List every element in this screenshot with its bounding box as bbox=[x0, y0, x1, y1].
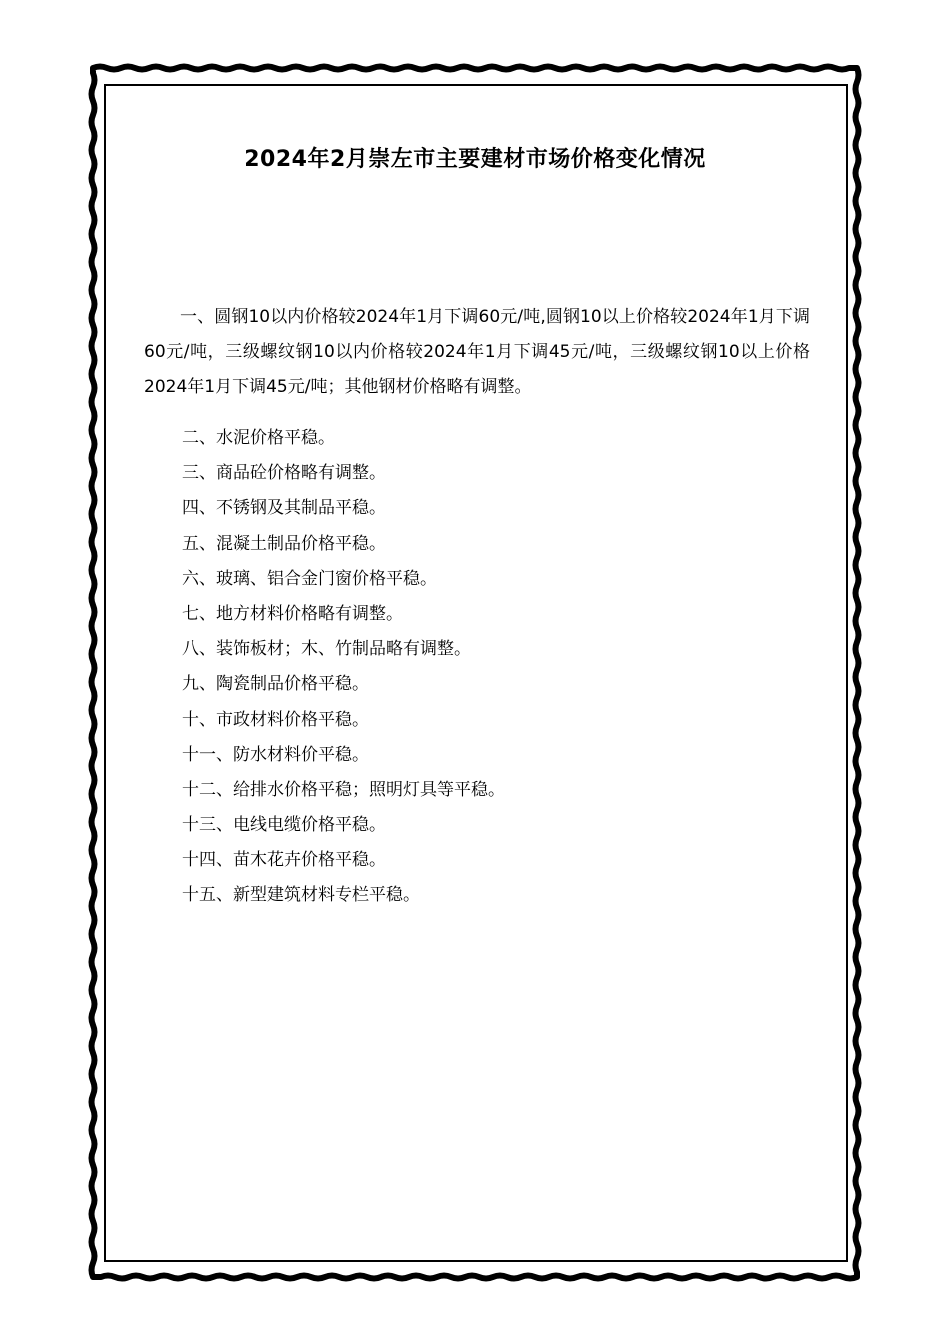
price-items-list bbox=[182, 421, 782, 914]
list-item: 十三、电线电缆价格平稳。 bbox=[182, 815, 386, 836]
list-item: 九、陶瓷制品价格平稳。 bbox=[182, 674, 369, 695]
list-item: 七、地方材料价格略有调整。 bbox=[182, 603, 403, 624]
list-item: 十二、给排水价格平稳；照明灯具等平稳。 bbox=[182, 779, 505, 800]
list-item: 十、市政材料价格平稳。 bbox=[182, 709, 369, 730]
list-item: 八、装饰板材；木、竹制品略有调整。 bbox=[182, 639, 471, 660]
document-title: 2024年2月崇左市主要建材市场价格变化情况 bbox=[244, 147, 706, 172]
list-item: 六、玻璃、铝合金门窗价格平稳。 bbox=[182, 568, 437, 589]
list-item: 五、混凝土制品价格平稳。 bbox=[182, 533, 386, 554]
list-item: 十一、防水材料价平稳。 bbox=[182, 744, 369, 765]
paragraph-steel-prices: 一、圆钢10以内价格较2024年1月下调60元/吨,圆钢10以上价格较2024年1月下调60元/吨，三级螺纹钢10以内价格较2024年1月下调45元/吨，三级螺纹钢10以上价格2024年1月下调45元/吨；其他钢材价格略有调整。 bbox=[144, 307, 810, 397]
list-item: 三、商品砼价格略有调整。 bbox=[182, 463, 386, 484]
list-item: 十四、苗木花卉价格平稳。 bbox=[182, 850, 386, 871]
list-item: 四、不锈钢及其制品平稳。 bbox=[182, 498, 386, 519]
list-item: 十五、新型建筑材料专栏平稳。 bbox=[182, 885, 420, 906]
list-item: 二、水泥价格平稳。 bbox=[182, 428, 335, 448]
